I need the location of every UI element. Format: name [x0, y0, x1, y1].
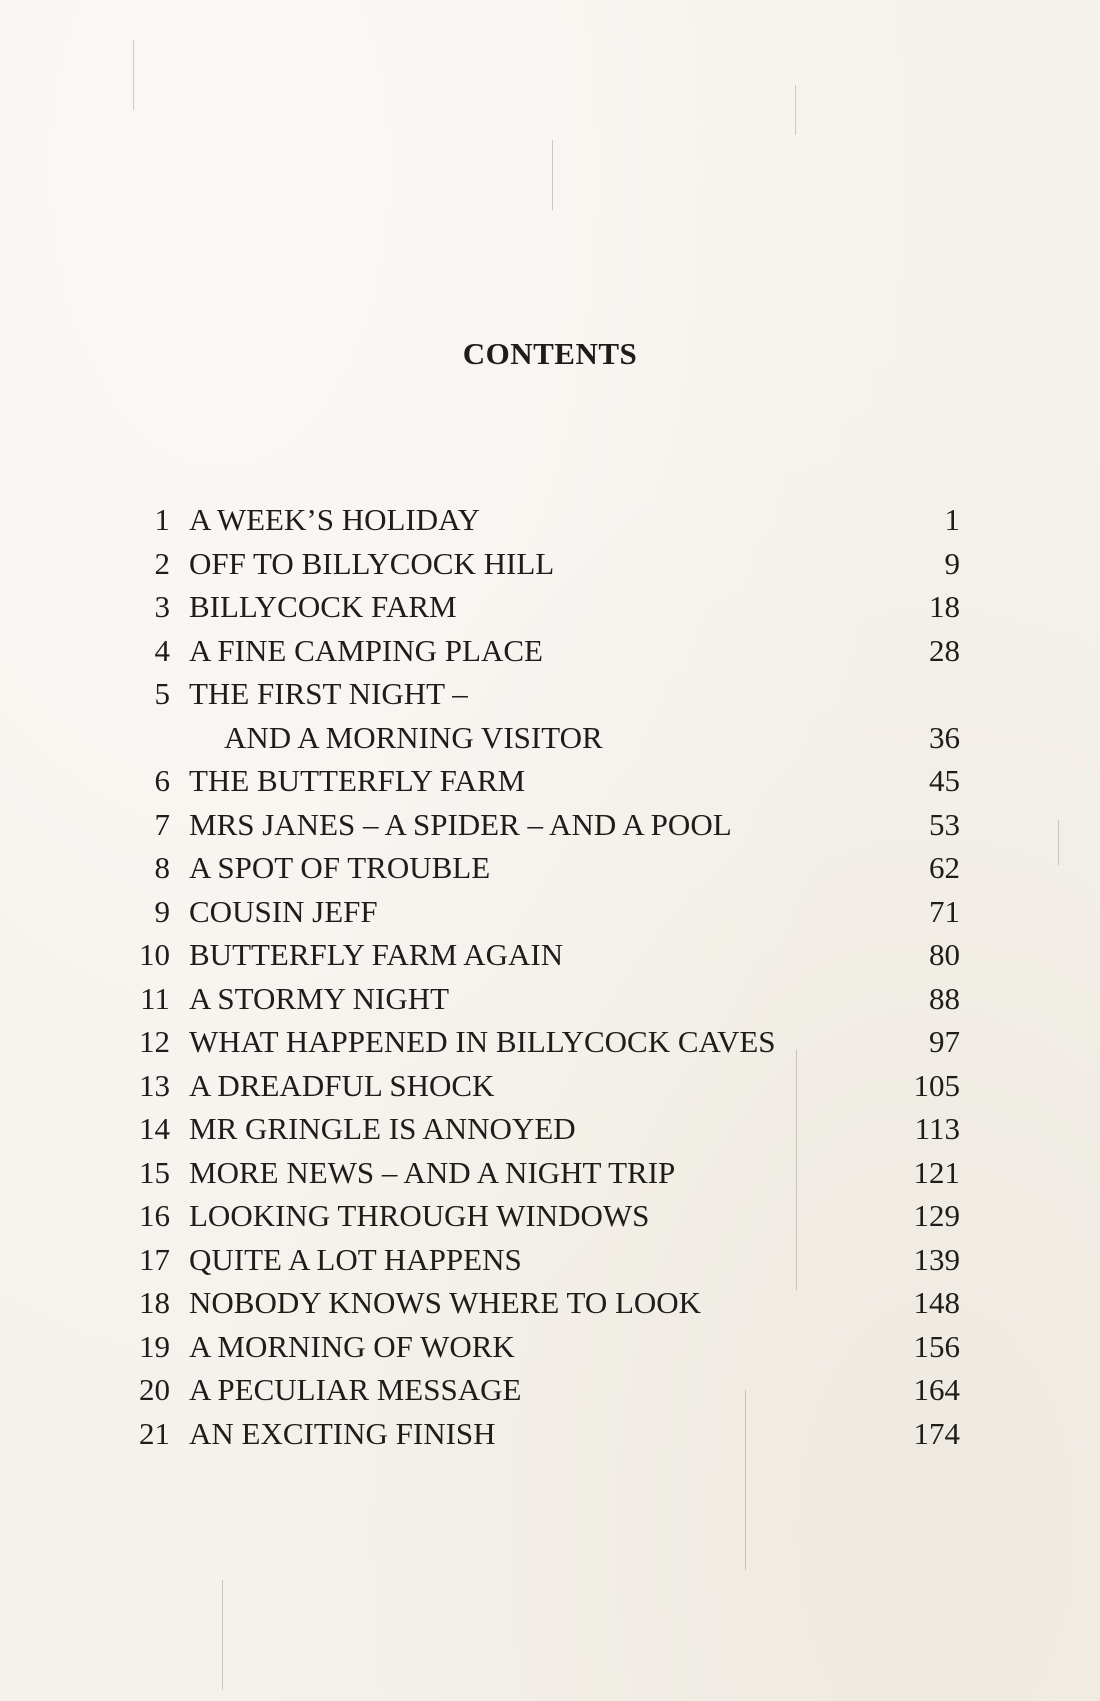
- page-number: 97: [929, 1024, 960, 1059]
- toc-entry: [0, 977, 1100, 1021]
- chapter-title: BILLYCOCK FARM: [189, 589, 457, 624]
- page-number: 156: [913, 1328, 960, 1364]
- toc-entry: [0, 498, 1100, 542]
- chapter-number: 7: [154, 806, 170, 842]
- chapter-title: MORE NEWS – AND A NIGHT TRIP: [189, 1154, 676, 1190]
- page-number: 53: [929, 806, 960, 842]
- chapter-number: 15: [139, 1154, 170, 1190]
- toc-entry: [0, 1325, 1100, 1369]
- toc-entry: [0, 1020, 1100, 1064]
- chapter-title: A SPOT OF TROUBLE: [189, 850, 491, 885]
- toc-entry: [0, 1194, 1100, 1238]
- scan-mark: [133, 40, 134, 110]
- page-number: 45: [929, 763, 960, 798]
- chapter-number: 4: [154, 632, 170, 668]
- page-number: 28: [929, 632, 960, 668]
- page-number: 129: [913, 1198, 960, 1233]
- toc-entry: [0, 1064, 1100, 1108]
- chapter-title: COUSIN JEFF: [189, 893, 378, 929]
- chapter-number: 14: [139, 1111, 170, 1146]
- chapter-title: THE FIRST NIGHT –: [189, 676, 468, 711]
- chapter-number: 20: [139, 1372, 170, 1407]
- toc-entry: [0, 672, 1100, 759]
- page-number: 174: [913, 1415, 960, 1451]
- chapter-title: BUTTERFLY FARM AGAIN: [189, 937, 564, 972]
- toc-entry: [0, 759, 1100, 803]
- table-of-contents: [0, 498, 1100, 1455]
- chapter-number: 16: [139, 1198, 170, 1233]
- page-number: 71: [929, 893, 960, 929]
- page-number: 80: [929, 937, 960, 972]
- chapter-number: 8: [154, 850, 170, 885]
- chapter-title: A FINE CAMPING PLACE: [189, 632, 543, 668]
- chapter-title: A PECULIAR MESSAGE: [189, 1372, 522, 1407]
- page-number: 164: [913, 1372, 960, 1407]
- scan-mark: [222, 1580, 223, 1690]
- chapter-number: 12: [139, 1024, 170, 1059]
- chapter-number: 2: [154, 545, 170, 581]
- chapter-title: LOOKING THROUGH WINDOWS: [189, 1198, 650, 1233]
- page-number: 1: [944, 502, 960, 537]
- chapter-number: 9: [154, 893, 170, 929]
- toc-entry: [0, 629, 1100, 673]
- page-number: 88: [929, 980, 960, 1016]
- chapter-number: 6: [154, 763, 170, 798]
- chapter-title: A DREADFUL SHOCK: [189, 1067, 495, 1103]
- page-number: 113: [914, 1111, 960, 1146]
- chapter-number: 11: [140, 980, 170, 1016]
- chapter-number: 19: [139, 1328, 170, 1364]
- toc-entry: [0, 1368, 1100, 1412]
- page-number: 9: [944, 545, 960, 581]
- chapter-title: THE BUTTERFLY FARM: [189, 763, 526, 798]
- scan-mark: [552, 140, 553, 210]
- chapter-title: A STORMY NIGHT: [189, 980, 450, 1016]
- chapter-title: WHAT HAPPENED IN BILLYCOCK CAVES: [189, 1024, 776, 1059]
- toc-entry: [0, 542, 1100, 586]
- page-number: 148: [913, 1285, 960, 1320]
- chapter-title: OFF TO BILLYCOCK HILL: [189, 545, 555, 581]
- chapter-number: 5: [154, 676, 170, 711]
- scan-mark: [795, 85, 796, 135]
- contents-heading: CONTENTS: [462, 336, 638, 371]
- toc-entry: [0, 890, 1100, 934]
- page-number: 36: [929, 719, 960, 755]
- chapter-title: NOBODY KNOWS WHERE TO LOOK: [189, 1285, 702, 1320]
- chapter-title: AN EXCITING FINISH: [189, 1415, 496, 1451]
- chapter-number: 3: [154, 589, 170, 624]
- toc-entry: [0, 1107, 1100, 1151]
- chapter-title: MR GRINGLE IS ANNOYED: [189, 1111, 576, 1146]
- page-number: 139: [913, 1241, 960, 1277]
- chapter-number: 10: [139, 937, 170, 972]
- chapter-number: 18: [139, 1285, 170, 1320]
- chapter-title: A MORNING OF WORK: [189, 1328, 515, 1364]
- toc-entry: [0, 1238, 1100, 1282]
- page-number: 18: [929, 589, 960, 624]
- chapter-number: 21: [139, 1415, 170, 1451]
- chapter-number: 1: [154, 502, 170, 537]
- chapter-number: 17: [139, 1241, 170, 1277]
- chapter-title-continued: AND A MORNING VISITOR: [224, 719, 603, 755]
- toc-entry: [0, 846, 1100, 890]
- toc-entry: [0, 585, 1100, 629]
- chapter-number: 13: [139, 1067, 170, 1103]
- chapter-title: QUITE A LOT HAPPENS: [189, 1241, 522, 1277]
- toc-entry: [0, 803, 1100, 847]
- toc-entry: [0, 1412, 1100, 1456]
- toc-entry: [0, 1281, 1100, 1325]
- chapter-title: MRS JANES – A SPIDER – AND A POOL: [189, 806, 732, 842]
- page-number: 121: [913, 1154, 960, 1190]
- page-number: 62: [929, 850, 960, 885]
- toc-entry: [0, 933, 1100, 977]
- page-number: 105: [913, 1067, 960, 1103]
- chapter-title: A WEEK’S HOLIDAY: [189, 502, 481, 537]
- toc-entry: [0, 1151, 1100, 1195]
